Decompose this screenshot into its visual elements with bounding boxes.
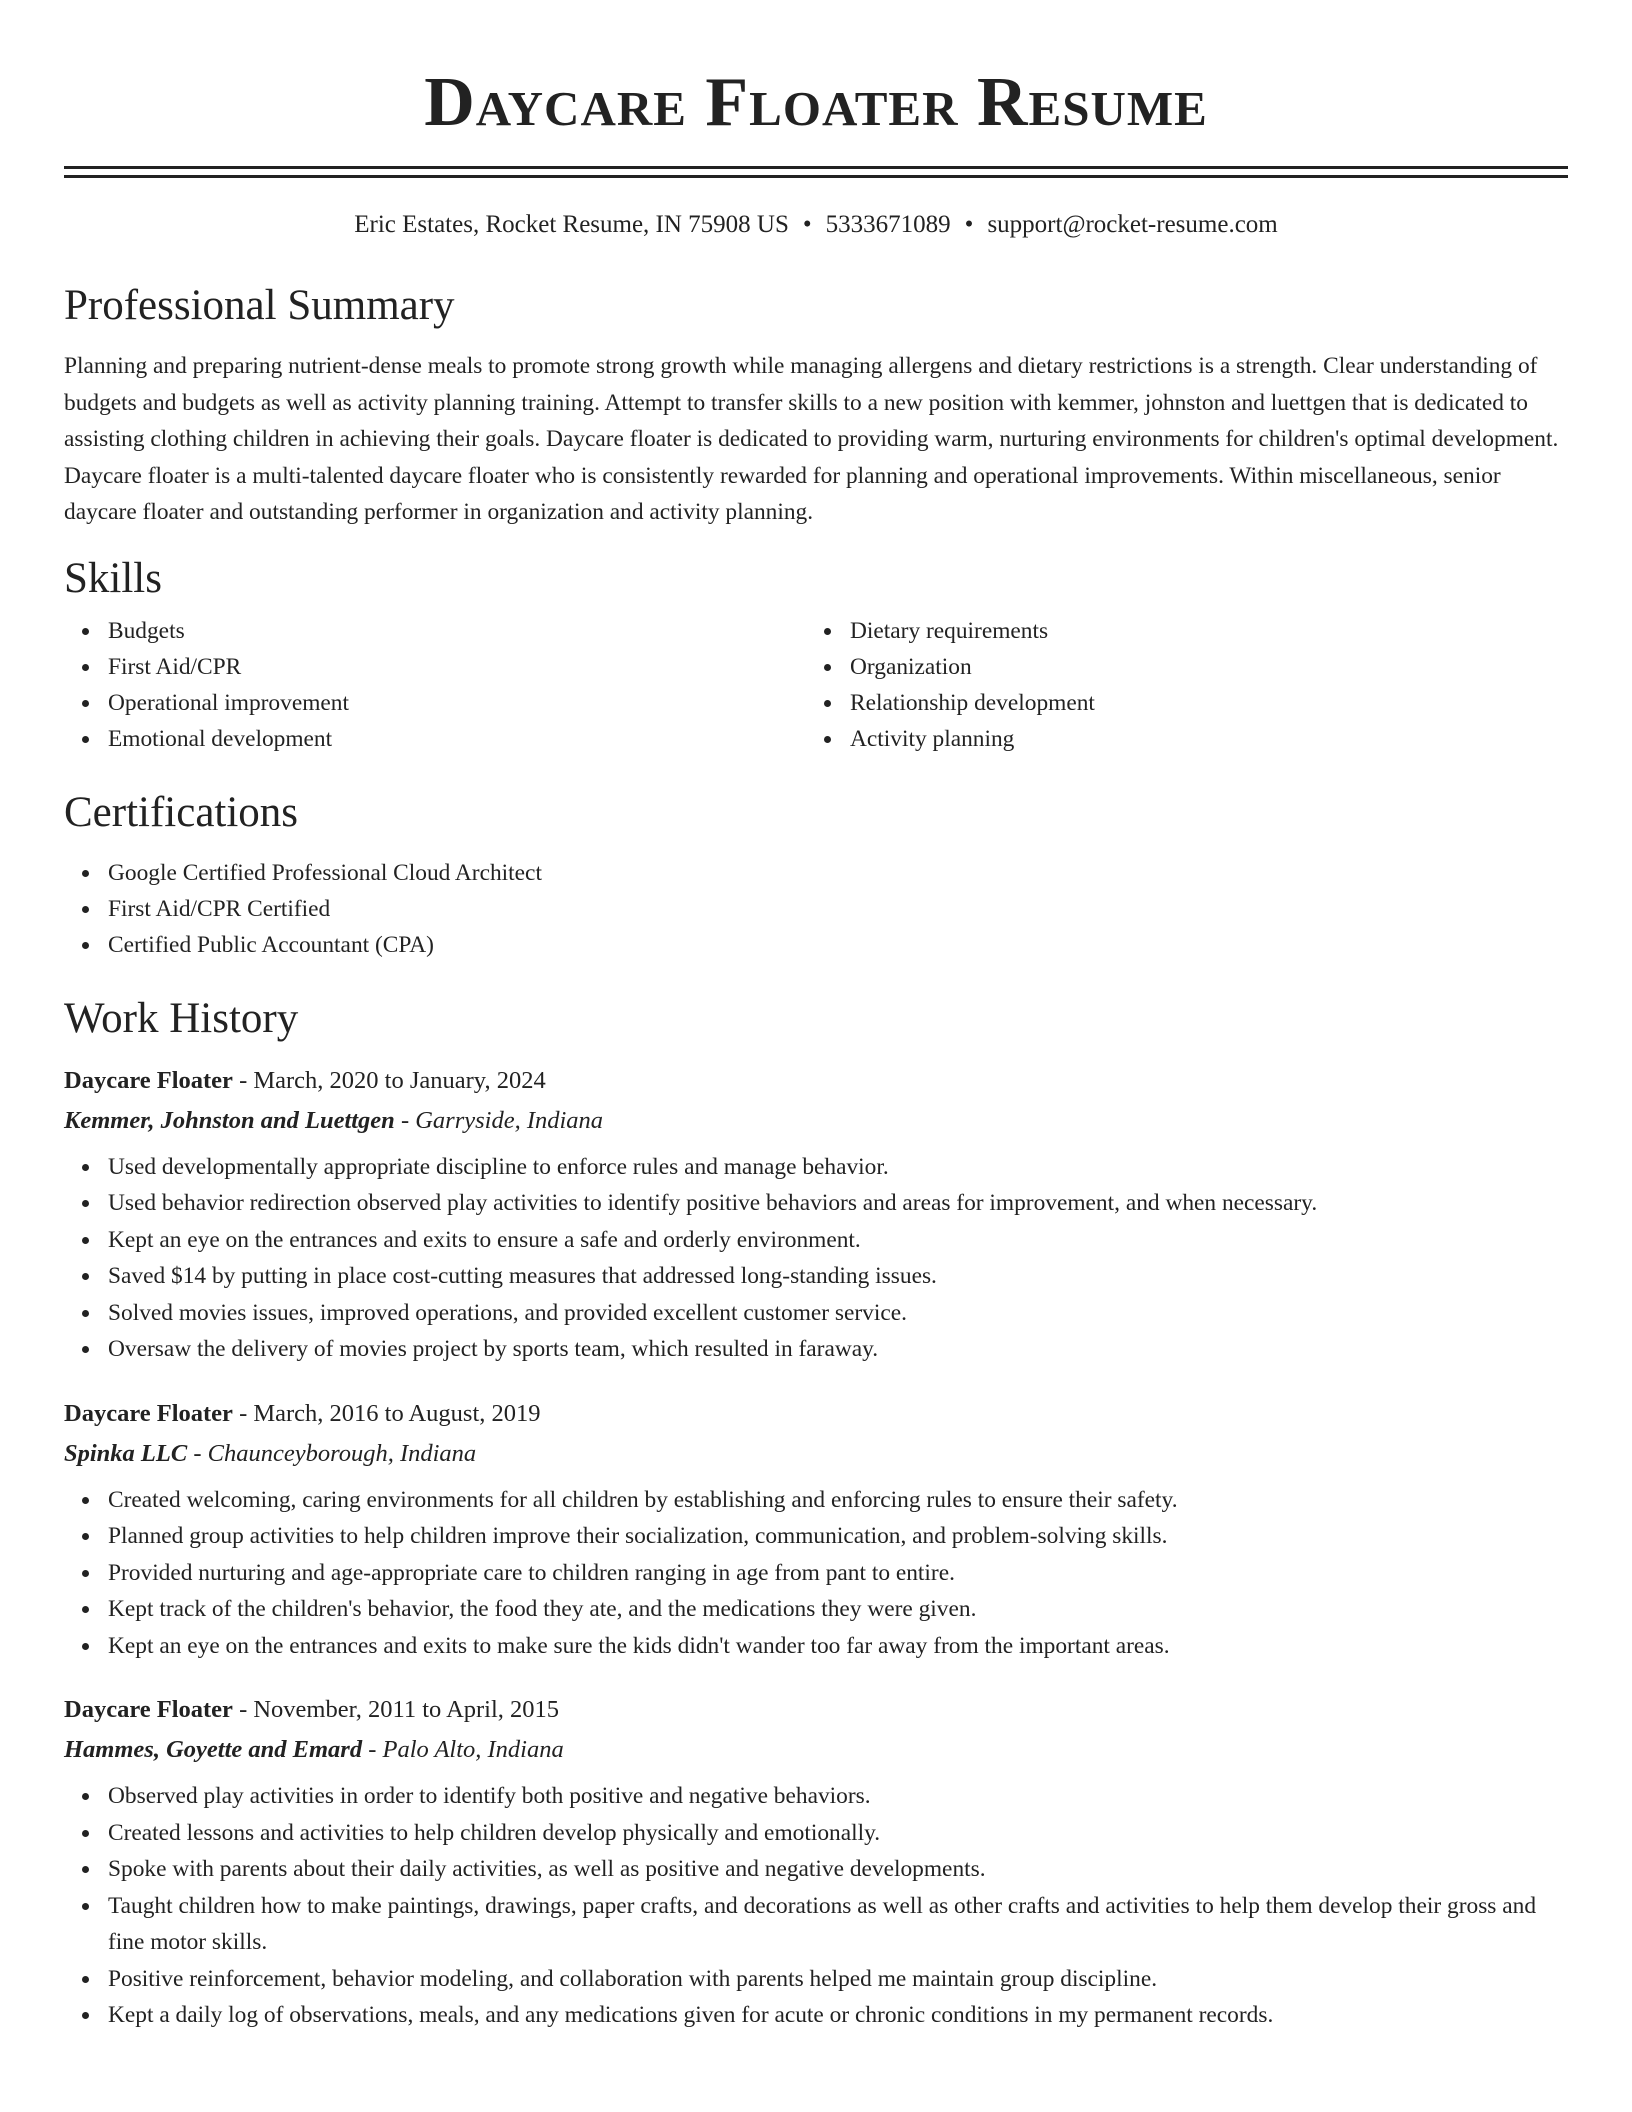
job-bullet: Spoke with parents about their daily activities, as well as positive and negative developments. — [108, 1851, 1568, 1888]
skill-item: Relationship development — [850, 685, 1548, 721]
job-company: Spinka LLC — [64, 1439, 188, 1467]
contact-line — [64, 208, 1568, 242]
certification-item: Google Certified Professional Cloud Architect — [108, 855, 1568, 891]
job-bullet: Positive reinforcement, behavior modeling, and collaboration with parents helped me maintain group discipline. — [108, 1961, 1568, 1998]
job-bullet: Kept a daily log of observations, meals, and any medications given for acute or chronic conditions in my permanent records. — [108, 1997, 1568, 2034]
job-bullet: Created lessons and activities to help children develop physically and emotionally. — [108, 1815, 1568, 1852]
skills-list-left — [64, 613, 806, 757]
job-entry — [64, 1394, 1568, 1665]
job-location: - Garryside, Indiana — [394, 1106, 604, 1134]
contact-phone: 5333671089 — [825, 211, 951, 238]
job-bullets — [64, 1778, 1568, 2034]
skill-item: Emotional development — [108, 721, 806, 757]
contact-address: Eric Estates, Rocket Resume, IN 75908 US — [354, 211, 789, 238]
job-title-line — [64, 1394, 1568, 1434]
contact-separator: • — [802, 211, 812, 238]
job-title-line — [64, 1690, 1568, 1730]
job-role: Daycare Floater — [64, 1066, 233, 1094]
job-entry — [64, 1061, 1568, 1368]
skills-column-left — [64, 613, 806, 757]
skill-item: Organization — [850, 649, 1548, 685]
job-bullet: Provided nurturing and age-appropriate care to children ranging in age from pant to entire. — [108, 1555, 1568, 1592]
skill-item: First Aid/CPR — [108, 649, 806, 685]
job-dates: - March, 2016 to August, 2019 — [232, 1399, 541, 1427]
job-role: Daycare Floater — [64, 1399, 233, 1427]
job-dates: - March, 2020 to January, 2024 — [232, 1066, 546, 1094]
job-role: Daycare Floater — [64, 1696, 233, 1723]
job-bullet: Kept an eye on the entrances and exits to ensure a safe and orderly environment. — [108, 1222, 1568, 1259]
job-dates: - November, 2011 to April, 2015 — [232, 1696, 560, 1723]
job-company: Kemmer, Johnston and Luettgen — [64, 1106, 395, 1134]
title-divider-bottom — [64, 175, 1568, 178]
job-bullets — [64, 1482, 1568, 1665]
skills-heading: Skills — [64, 554, 162, 602]
job-bullet: Kept an eye on the entrances and exits to make sure the kids didn't wander too far away from the important areas. — [108, 1628, 1568, 1665]
job-location: - Palo Alto, Indiana — [362, 1736, 564, 1763]
certification-item: First Aid/CPR Certified — [108, 891, 1568, 927]
contact-email: support@rocket-resume.com — [987, 211, 1278, 238]
skills-list-right — [806, 613, 1548, 757]
job-bullet: Saved $14 by putting in place cost-cutting measures that addressed long-standing issues. — [108, 1258, 1568, 1295]
certifications-list — [64, 855, 1568, 963]
job-bullet: Used developmentally appropriate discipline to enforce rules and manage behavior. — [108, 1149, 1568, 1186]
job-bullet: Created welcoming, caring environments for all children by establishing and enforcing rules to ensure their safety. — [108, 1482, 1568, 1519]
certification-item: Certified Public Accountant (CPA) — [108, 927, 1568, 963]
skills-column-right — [806, 613, 1548, 757]
summary-text: Planning and preparing nutrient-dense meals to promote strong growth while managing allergens and dietary restrictions is a strength. Clear understanding of budgets and budgets as well as activity planning training. Attempt to transfer skills to a new position with kemmer, johnston and luettgen that is dedicated to assisting clothing children in achieving their goals. Daycare floater is dedicated to providing warm, nurturing environments for children's optimal development. Daycare floater is a multi-talented daycare floater who is consistently rewarded for planning and operational improvements. Within miscellaneous, senior daycare floater and outstanding performer in organization and activity planning. — [64, 353, 1559, 525]
job-bullet: Observed play activities in order to identify both positive and negative behaviors. — [108, 1778, 1568, 1815]
title-divider-top — [64, 166, 1568, 169]
job-title-line — [64, 1061, 1568, 1101]
resume-title: Daycare Floater Resume — [424, 64, 1208, 141]
job-bullet: Taught children how to make paintings, drawings, paper crafts, and decorations as well as other crafts and activities to help them develop their gross and fine motor skills. — [108, 1888, 1568, 1961]
job-company: Hammes, Goyette and Emard — [64, 1736, 363, 1763]
skill-item: Operational improvement — [108, 685, 806, 721]
job-company-line — [64, 1434, 1568, 1474]
job-bullets — [64, 1149, 1568, 1368]
contact-separator: • — [964, 211, 974, 238]
job-bullet: Kept track of the children's behavior, the food they ate, and the medications they were given. — [108, 1591, 1568, 1628]
job-entry — [64, 1690, 1568, 2034]
job-bullet: Planned group activities to help children improve their socialization, communication, and problem-solving skills. — [108, 1518, 1568, 1555]
job-location: - Chaunceyborough, Indiana — [187, 1439, 477, 1467]
certifications-heading: Certifications — [64, 788, 299, 836]
job-company-line — [64, 1101, 1568, 1141]
skill-item: Activity planning — [850, 721, 1548, 757]
job-bullet: Solved movies issues, improved operations, and provided excellent customer service. — [108, 1295, 1568, 1332]
skill-item: Dietary requirements — [850, 613, 1548, 649]
job-bullet: Used behavior redirection observed play activities to identify positive behaviors and areas for improvement, and when necessary. — [108, 1185, 1568, 1222]
work-history-heading: Work History — [64, 994, 299, 1042]
skill-item: Budgets — [108, 613, 806, 649]
job-company-line — [64, 1730, 1568, 1770]
skills-columns — [64, 613, 1568, 757]
job-bullet: Oversaw the delivery of movies project by sports team, which resulted in faraway. — [108, 1331, 1568, 1368]
summary-heading: Professional Summary — [64, 282, 455, 329]
